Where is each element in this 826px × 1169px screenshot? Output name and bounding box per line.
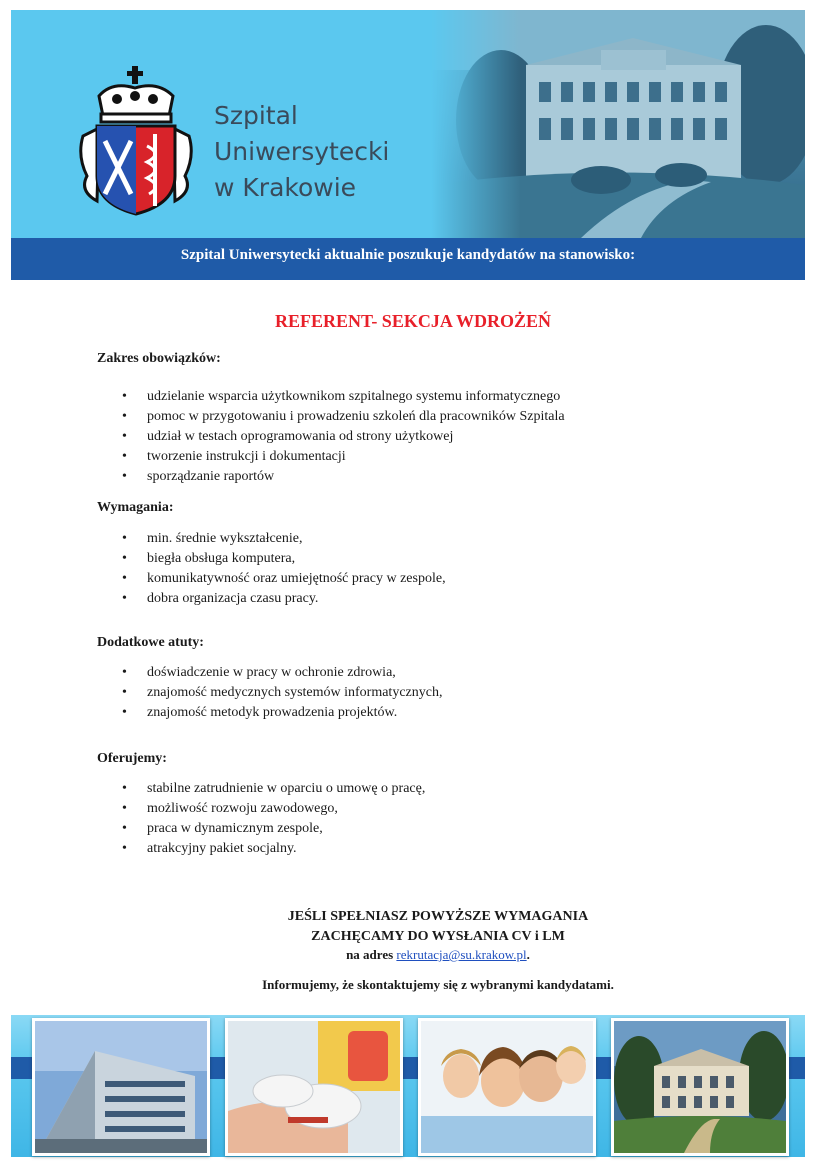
list-item: • stabilne zatrudnienie w oparciu o umowę o pracę, — [122, 779, 425, 799]
requirements-heading: Wymagania: — [97, 500, 174, 515]
list-item: • tworzenie instrukcji i dokumentacji — [122, 447, 565, 467]
blood-draw-illustration — [228, 1021, 400, 1153]
cta-line-1: JEŚLI SPEŁNIASZ POWYŻSZE WYMAGANIA — [287, 909, 589, 924]
hospital-coat-of-arms-logo — [77, 66, 195, 216]
list-item: • praca w dynamicznym zespole, — [122, 819, 425, 839]
blood-draw-photo — [225, 1018, 403, 1156]
modern-hospital-building-photo — [32, 1018, 210, 1156]
contact-note: Informujemy, że skontaktujemy się z wybranymi kandydatami. — [262, 977, 614, 992]
job-title: REFERENT- SEKCJA WDROŻEŃ — [274, 311, 552, 331]
list-item: • biegła obsługa komputera, — [122, 549, 446, 569]
offer-list — [122, 779, 425, 859]
list-item: • sporządzanie raportów — [122, 467, 565, 487]
list-item: • udzielanie wsparcia użytkownikom szpitalnego systemu informatycznego — [122, 387, 565, 407]
historic-hospital-building-photo — [611, 1018, 789, 1156]
responsibilities-heading: Zakres obowiązków: — [97, 351, 221, 366]
offer-heading: Oferujemy: — [97, 751, 167, 766]
hospital-name-line-2: Uniwersytecki — [214, 137, 390, 166]
list-item: • znajomość medycznych systemów informatycznych, — [122, 683, 442, 703]
email-link[interactable]: rekrutacja@su.krakow.pl — [396, 947, 527, 962]
hospital-name-line-3: w Krakowie — [214, 173, 357, 202]
call-to-action — [200, 907, 676, 963]
hospital-name-line-1: Szpital — [214, 101, 298, 130]
responsibilities-list — [122, 387, 565, 487]
cta-email-suffix: . — [526, 947, 530, 962]
extras-heading: Dodatkowe atuty: — [97, 635, 204, 650]
list-item: • pomoc w przygotowaniu i prowadzeniu szkoleń dla pracowników Szpitala — [122, 407, 565, 427]
cta-line-2: ZACHĘCAMY DO WYSŁANIA CV i LM — [311, 929, 565, 944]
list-item: • atrakcyjny pakiet socjalny. — [122, 839, 425, 859]
historic-building-illustration — [614, 1021, 786, 1153]
family-illustration — [421, 1021, 593, 1153]
banner-text: Szpital Uniwersytecki aktualnie poszukuje kandydatów na stanowisko: — [180, 247, 636, 263]
cta-email-prefix: na adres — [346, 947, 397, 962]
extras-list — [122, 663, 442, 723]
list-item: • komunikatywność oraz umiejętność pracy w zespole, — [122, 569, 446, 589]
list-item: • doświadczenie w pracy w ochronie zdrowia, — [122, 663, 442, 683]
list-item: • możliwość rozwoju zawodowego, — [122, 799, 425, 819]
requirements-list — [122, 529, 446, 609]
list-item: • dobra organizacja czasu pracy. — [122, 589, 446, 609]
list-item: • min. średnie wykształcenie, — [122, 529, 446, 549]
list-item: • udział w testach oprogramowania od strony użytkowej — [122, 427, 565, 447]
cta-email-line — [200, 947, 676, 963]
happy-family-photo — [418, 1018, 596, 1156]
list-item: • znajomość metodyk prowadzenia projektów. — [122, 703, 442, 723]
modern-building-illustration — [35, 1021, 207, 1153]
header-banner — [11, 10, 805, 280]
hospital-name — [214, 98, 389, 206]
